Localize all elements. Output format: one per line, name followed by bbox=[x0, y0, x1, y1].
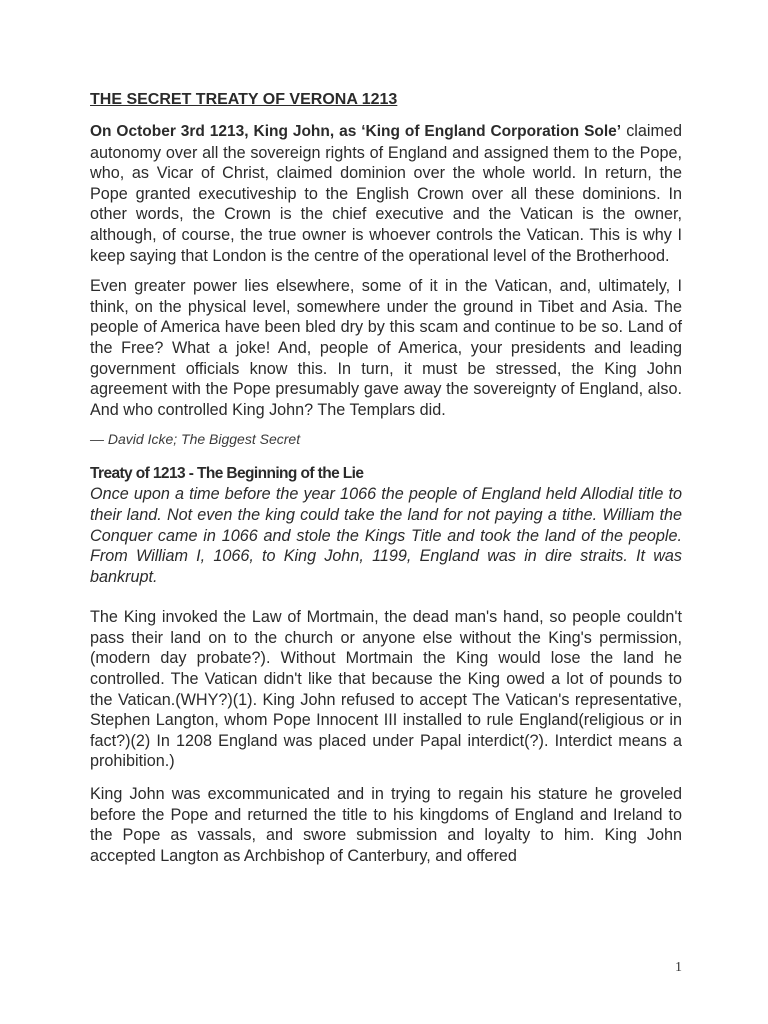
document-title: THE SECRET TREATY OF VERONA 1213 bbox=[90, 91, 398, 108]
paragraph-4: King John was excommunicated and in trying to regain his stature he groveled before the Pope and returned the title to his kingdoms of England and Ireland to the Pope as vassals, and swore submission and loyalty to him. King John accepted Langton as Archbishop of Canterbury, and offered bbox=[90, 785, 682, 865]
paragraph-2: Even greater power lies elsewhere, some of it in the Vatican, and, ultimately, I think, on the physical level, somewhere under the ground in Tibet and Asia. The people of America have been bled dry by this scam and continue to be so. Land of the Free? What a joke! And, people of America, your presidents and leading government officials know this. In turn, it must be stressed, the King John agreement with the Pope presumably gave away the sovereignty of England, also. And who controlled King John? The Templars did. bbox=[90, 277, 682, 419]
document-page bbox=[90, 90, 682, 866]
paragraph-1-lead: On October 3rd 1213, King John, as ‘King of England Corporation Sole’ bbox=[90, 123, 622, 140]
paragraph-3: The King invoked the Law of Mortmain, the dead man's hand, so people couldn't pass their land on to the church or anyone else without the King's permission, (modern day probate?). Without Mortmain the King would lose the land he controlled. The Vatican didn't like that because the King owed a lot of pounds to the Vatican.(WHY?)(1). King John refused to accept The Vatican's representative, Stephen Langton, whom Pope Innocent III installed to rule England(religious or in fact?)(2) In 1208 England was placed under Papal interdict(?). Interdict means a prohibition.) bbox=[90, 608, 682, 771]
page-number: 1 bbox=[675, 960, 682, 975]
paragraph-1 bbox=[90, 121, 682, 266]
italic-paragraph: Once upon a time before the year 1066 the people of England held Allodial title to their land. Not even the king could take the land for not paying a tithe. William the Conquer came in 1066 and stole the Kings Title and took the land of the people. From William I, 1066, to King John, 1199, England was in dire straits. It was bankrupt. bbox=[90, 485, 682, 586]
section-heading: Treaty of 1213 - The Beginning of the Lie bbox=[90, 465, 364, 483]
quote-attribution: — David Icke; The Biggest Secret bbox=[90, 431, 301, 448]
paragraph-1-body: claimed autonomy over all the sovereign rights of England and assigned them to the Pope, who, as Vicar of Christ, claimed dominion over the whole world. In return, the Pope granted executiveship to the English Crown over all these dominions. In other words, the Crown is the chief executive and the Vatican is the owner, although, of course, the true owner is whoever controls the Vatican. This is why I keep saying that London is the centre of the operational level of the Brotherhood. bbox=[90, 122, 682, 265]
